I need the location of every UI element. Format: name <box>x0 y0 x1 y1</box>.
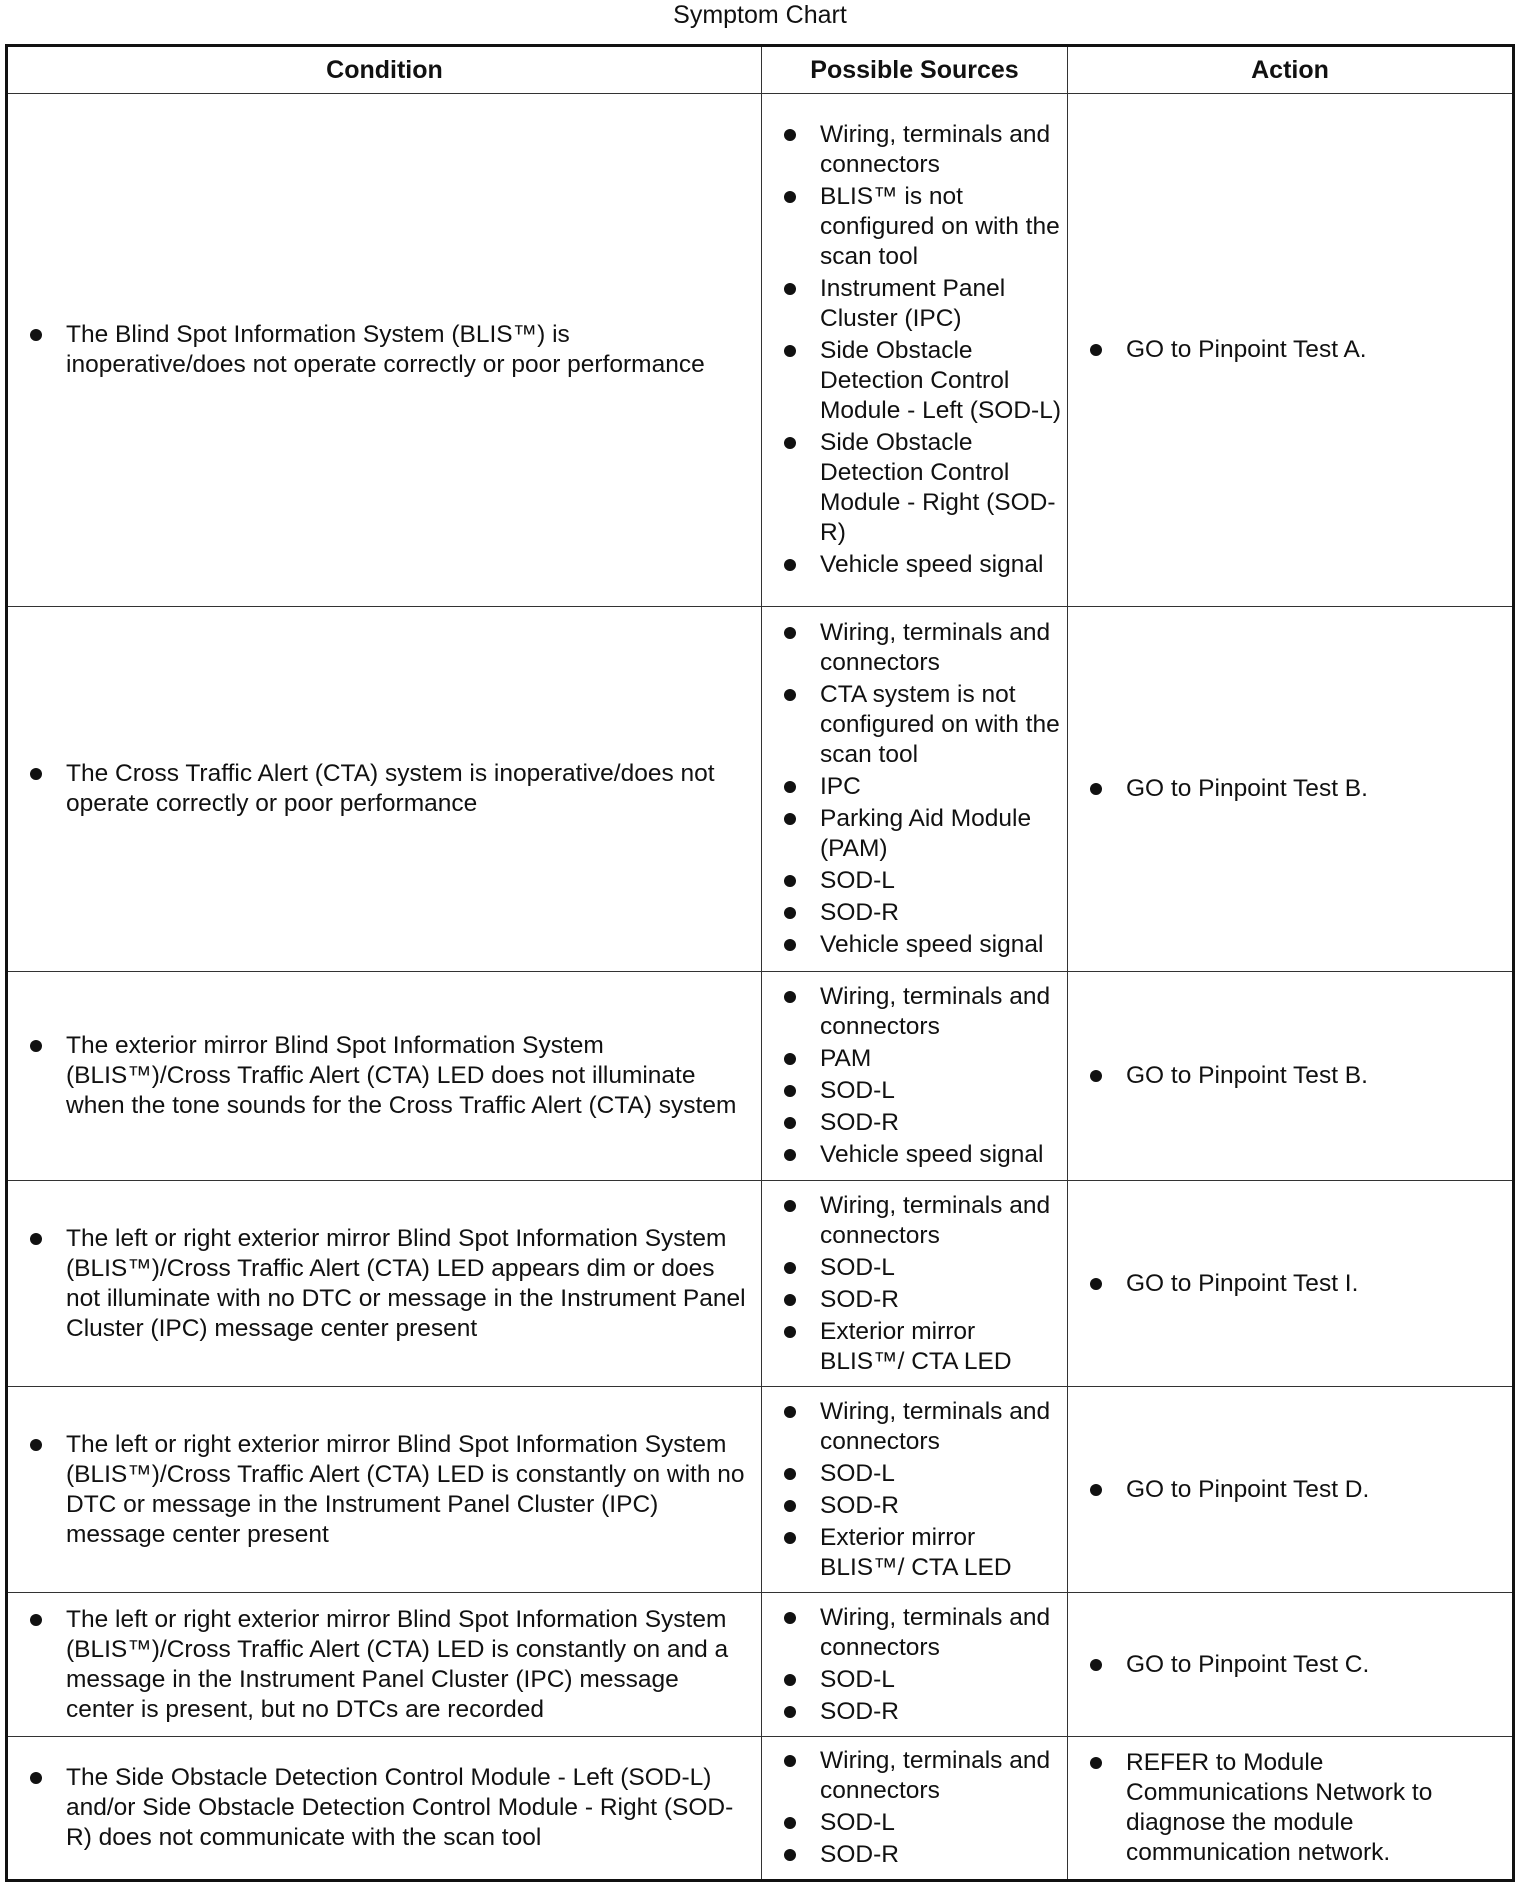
action-cell <box>1068 1387 1514 1593</box>
bullet-icon <box>784 559 796 571</box>
action-item-text: GO to Pinpoint Test C. <box>1126 1650 1370 1678</box>
bullet-icon <box>784 283 796 295</box>
condition-item-text: The left or right exterior mirror Blind Spot Information System (BLIS™)/Cross Traffic Alert (CTA) LED is constantly on and a message in the Instrument Panel Cluster (IPC) message center is present, but no DTCs are recorded <box>66 1605 729 1723</box>
source-item-text: CTA system is not configured on with the scan tool <box>820 681 1060 768</box>
source-item-text: Vehicle speed signal <box>820 931 1044 958</box>
source-item-text: SOD-R <box>820 1285 899 1313</box>
action-item <box>1126 1061 1500 1091</box>
source-item <box>820 1140 1061 1170</box>
bullet-icon <box>784 1085 796 1097</box>
source-item <box>820 1108 1061 1138</box>
source-item-text: Vehicle speed signal <box>820 551 1044 578</box>
source-item <box>820 1285 1061 1315</box>
source-item-text: BLIS™ is not configured on with the scan tool <box>820 183 1060 270</box>
source-item-text: SOD-L <box>820 1809 895 1836</box>
source-item-text: Instrument Panel Cluster (IPC) <box>820 275 1006 332</box>
source-item <box>820 618 1061 678</box>
source-item <box>820 1665 1061 1695</box>
action-item-text: GO to Pinpoint Test B. <box>1126 775 1368 802</box>
bullet-icon <box>1090 1757 1102 1769</box>
source-item <box>820 1044 1061 1074</box>
source-item-text: SOD-L <box>820 1077 895 1104</box>
bullet-icon <box>784 1326 796 1338</box>
source-item-text: Wiring, terminals and connectors <box>820 1191 1051 1249</box>
action-item <box>1126 1650 1500 1680</box>
source-item <box>820 1697 1061 1727</box>
source-item <box>820 898 1061 928</box>
bullet-icon <box>30 1439 42 1451</box>
condition-item-text: The left or right exterior mirror Blind Spot Information System (BLIS™)/Cross Traffic Alert (CTA) LED is constantly on with no DTC or message in the Instrument Panel Cluster (IPC) message center present <box>66 1430 745 1548</box>
bullet-icon <box>784 1262 796 1274</box>
source-item <box>820 1076 1061 1106</box>
source-item <box>820 1840 1061 1870</box>
action-item <box>1126 1475 1500 1505</box>
possible-sources-cell <box>762 94 1068 607</box>
bullet-icon <box>784 813 796 825</box>
bullet-icon <box>784 1406 796 1418</box>
possible-sources-cell <box>762 972 1068 1181</box>
bullet-icon <box>784 1149 796 1161</box>
source-item-text: Wiring, terminals and connectors <box>820 1397 1051 1455</box>
bullet-icon <box>784 1674 796 1686</box>
source-item <box>820 1397 1061 1457</box>
condition-cell <box>7 1181 762 1387</box>
source-item <box>820 550 1061 580</box>
condition-cell <box>7 1737 762 1881</box>
source-item-text: Exterior mirror BLIS™/ CTA LED <box>820 1317 1012 1375</box>
condition-item <box>66 759 749 819</box>
table-row <box>7 972 1514 1181</box>
source-item-text: PAM <box>820 1045 872 1072</box>
table-row <box>7 1387 1514 1593</box>
bullet-icon <box>784 907 796 919</box>
bullet-icon <box>1090 1659 1102 1671</box>
possible-sources-cell <box>762 1737 1068 1881</box>
table-row <box>7 1737 1514 1881</box>
source-item-text: SOD-R <box>820 1841 899 1868</box>
action-cell <box>1068 1593 1514 1737</box>
bullet-icon <box>784 1053 796 1065</box>
action-item-text: GO to Pinpoint Test I. <box>1126 1269 1359 1297</box>
source-item <box>820 1523 1061 1583</box>
source-item-text: Exterior mirror BLIS™/ CTA LED <box>820 1523 1012 1581</box>
condition-item-text: The Cross Traffic Alert (CTA) system is inoperative/does not operate correctly or poor performance <box>66 760 715 817</box>
source-item <box>820 680 1061 770</box>
table-row <box>7 1593 1514 1737</box>
condition-item <box>66 1224 749 1344</box>
bullet-icon <box>784 345 796 357</box>
action-item <box>1126 774 1500 804</box>
bullet-icon <box>30 768 42 780</box>
condition-cell <box>7 607 762 972</box>
source-item <box>820 982 1061 1042</box>
bullet-icon <box>30 329 42 341</box>
bullet-icon <box>1090 1070 1102 1082</box>
source-item <box>820 336 1061 426</box>
source-item <box>820 1603 1061 1663</box>
bullet-icon <box>784 1849 796 1861</box>
action-cell <box>1068 1737 1514 1881</box>
action-item-text: GO to Pinpoint Test A. <box>1126 336 1367 363</box>
source-item-text: Wiring, terminals and connectors <box>820 983 1051 1040</box>
source-item-text: Wiring, terminals and connectors <box>820 1603 1051 1661</box>
table-header-row <box>7 46 1514 94</box>
table-row <box>7 94 1514 607</box>
source-item <box>820 1317 1061 1377</box>
bullet-icon <box>784 1755 796 1767</box>
condition-item-text: The Side Obstacle Detection Control Module - Left (SOD-L) and/or Side Obstacle Detection Control Module - Right (SOD-R) does not communicate with the scan tool <box>66 1764 734 1851</box>
source-item-text: Vehicle speed signal <box>820 1141 1044 1168</box>
table-body <box>7 94 1514 1881</box>
source-item-text: SOD-L <box>820 1459 895 1487</box>
action-item-text: REFER to Module Communications Network to diagnose the module communication network. <box>1126 1749 1433 1866</box>
bullet-icon <box>784 129 796 141</box>
bullet-icon <box>30 1614 42 1626</box>
source-item <box>820 1191 1061 1251</box>
bullet-icon <box>784 991 796 1003</box>
condition-item-text: The left or right exterior mirror Blind Spot Information System (BLIS™)/Cross Traffic Alert (CTA) LED appears dim or does not illuminate with no DTC or message in the Instrument Panel Cluster (IPC) message center present <box>66 1224 746 1342</box>
source-item-text: SOD-L <box>820 1665 895 1693</box>
source-item <box>820 1459 1061 1489</box>
condition-item <box>66 1430 749 1550</box>
action-cell <box>1068 1181 1514 1387</box>
page-title: Symptom Chart <box>673 1 847 29</box>
possible-sources-cell <box>762 1181 1068 1387</box>
table-row <box>7 607 1514 972</box>
condition-item-text: The exterior mirror Blind Spot Information System (BLIS™)/Cross Traffic Alert (CTA) LED does not illuminate when the tone sounds for the Cross Traffic Alert (CTA) system <box>66 1032 737 1119</box>
bullet-icon <box>784 1706 796 1718</box>
bullet-icon <box>1090 783 1102 795</box>
source-item-text: SOD-R <box>820 899 899 926</box>
bullet-icon <box>784 1500 796 1512</box>
action-cell <box>1068 972 1514 1181</box>
column-header-condition: Condition <box>7 46 762 94</box>
possible-sources-cell <box>762 1387 1068 1593</box>
bullet-icon <box>1090 344 1102 356</box>
possible-sources-cell <box>762 1593 1068 1737</box>
source-item <box>820 1491 1061 1521</box>
source-item <box>820 1746 1061 1806</box>
condition-item <box>66 1605 749 1725</box>
source-item-text: Wiring, terminals and connectors <box>820 1747 1051 1804</box>
bullet-icon <box>784 1117 796 1129</box>
bullet-icon <box>784 939 796 951</box>
source-item-text: SOD-R <box>820 1109 899 1136</box>
condition-cell <box>7 94 762 607</box>
condition-item-text: The Blind Spot Information System (BLIS™) is inoperative/does not operate correctly or poor performance <box>66 321 705 378</box>
source-item-text: Parking Aid Module (PAM) <box>820 805 1032 862</box>
source-item-text: Wiring, terminals and connectors <box>820 121 1051 178</box>
source-item <box>820 428 1061 548</box>
bullet-icon <box>784 1200 796 1212</box>
source-item-text: Side Obstacle Detection Control Module - Left (SOD-L) <box>820 337 1061 424</box>
bullet-icon <box>784 1532 796 1544</box>
bullet-icon <box>784 191 796 203</box>
source-item-text: SOD-L <box>820 867 895 894</box>
action-item-text: GO to Pinpoint Test B. <box>1126 1062 1368 1089</box>
action-item <box>1126 1748 1500 1868</box>
action-cell <box>1068 607 1514 972</box>
source-item-text: Wiring, terminals and connectors <box>820 619 1051 676</box>
bullet-icon <box>784 1817 796 1829</box>
bullet-icon <box>30 1040 42 1052</box>
source-item-text: SOD-L <box>820 1253 895 1281</box>
source-item <box>820 182 1061 272</box>
bullet-icon <box>30 1772 42 1784</box>
bullet-icon <box>784 1612 796 1624</box>
source-item <box>820 274 1061 334</box>
bullet-icon <box>784 437 796 449</box>
bullet-icon <box>30 1233 42 1245</box>
column-header-possible-sources: Possible Sources <box>762 46 1068 94</box>
source-item-text: SOD-R <box>820 1491 899 1519</box>
action-item-text: GO to Pinpoint Test D. <box>1126 1475 1370 1503</box>
symptom-chart-table <box>5 44 1515 1882</box>
action-cell <box>1068 94 1514 607</box>
condition-item <box>66 1763 749 1853</box>
bullet-icon <box>1090 1278 1102 1290</box>
bullet-icon <box>784 781 796 793</box>
bullet-icon <box>784 627 796 639</box>
bullet-icon <box>784 1294 796 1306</box>
source-item <box>820 1808 1061 1838</box>
table-row <box>7 1181 1514 1387</box>
source-item <box>820 930 1061 960</box>
source-item-text: SOD-R <box>820 1697 899 1725</box>
source-item-text: IPC <box>820 773 861 800</box>
condition-cell <box>7 972 762 1181</box>
action-item <box>1126 335 1500 365</box>
source-item <box>820 1253 1061 1283</box>
condition-item <box>66 320 749 380</box>
condition-item <box>66 1031 749 1121</box>
action-item <box>1126 1269 1500 1299</box>
source-item <box>820 804 1061 864</box>
bullet-icon <box>784 689 796 701</box>
column-header-action: Action <box>1068 46 1514 94</box>
source-item <box>820 772 1061 802</box>
source-item <box>820 120 1061 180</box>
source-item <box>820 866 1061 896</box>
condition-cell <box>7 1593 762 1737</box>
condition-cell <box>7 1387 762 1593</box>
bullet-icon <box>1090 1484 1102 1496</box>
bullet-icon <box>784 1468 796 1480</box>
possible-sources-cell <box>762 607 1068 972</box>
source-item-text: Side Obstacle Detection Control Module - Right (SOD-R) <box>820 429 1056 546</box>
bullet-icon <box>784 875 796 887</box>
